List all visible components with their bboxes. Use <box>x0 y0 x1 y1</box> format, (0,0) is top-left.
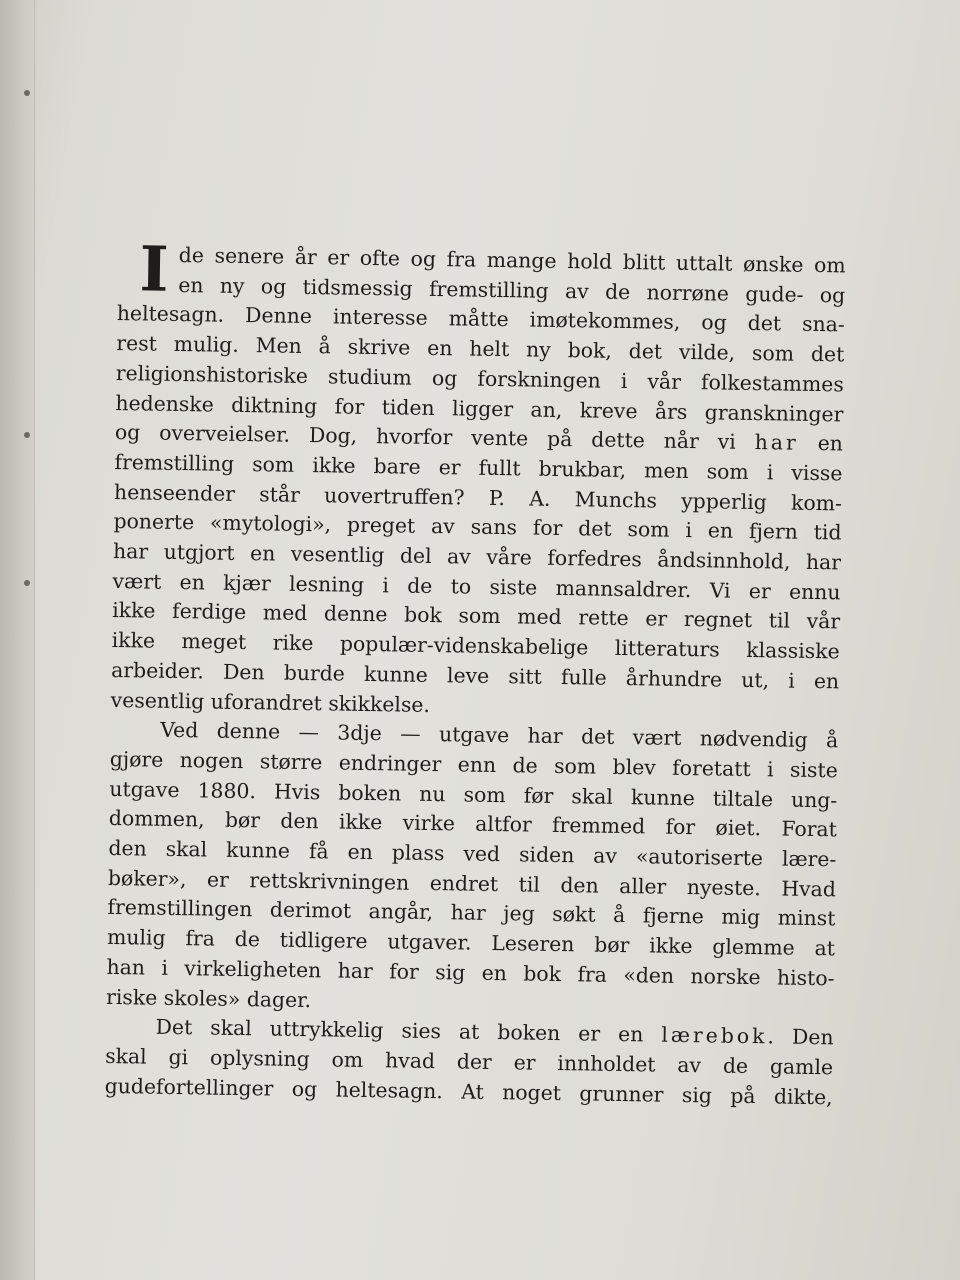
paragraph-1 <box>110 232 846 727</box>
text-line: ikke meget rike populær-videnskabelige litteraturs klassiske <box>111 628 840 664</box>
text-line: han i virkeligheten har for sig en bok fra «den norske histo- <box>106 954 835 991</box>
text-line: fremstilling som ikke bare er fullt brukbar, men som i visse <box>114 449 843 486</box>
text-line: arbeider. Den burde kunne leve sitt fulle århundre ut, i en <box>111 657 840 694</box>
text-line: skal gi oplysning om hvad der er innholdet av de gamle <box>104 1043 834 1080</box>
text-line: vært en kjær lesning i de to siste mannsaldrer. Vi er ennu <box>112 568 841 605</box>
text-line: ponerte «mytologi», preget av sans for det som i en fjern tid <box>113 509 842 545</box>
binding-stitch <box>24 90 30 96</box>
paragraph-3 <box>104 1012 833 1113</box>
text-line: fremstillingen derimot angår, har jeg søkt å fjerne mig minst <box>107 895 836 931</box>
text-line: henseender står uovertruffen? P. A. Munchs ypperlig kom- <box>113 479 843 516</box>
text-line: hedenske diktning for tiden ligger an, kreve års granskninger <box>115 390 844 426</box>
paragraph-2 <box>106 715 839 1023</box>
binding-stitch <box>24 432 30 438</box>
text-line: dommen, bør den ikke virke altfor fremmed for øiet. Forat <box>108 806 838 842</box>
text-line: en ny og tidsmessig fremstilling av de norrøne gude- og <box>178 272 846 308</box>
text-line: den skal kunne få en plass ved siden av «autoriserte lære- <box>108 835 837 872</box>
text-line: vesentlig uforandret skikkelse. <box>110 687 431 717</box>
book-gutter <box>0 0 35 1280</box>
text-segment: en <box>798 430 844 456</box>
text-line: rest mulig. Men å skrive en helt ny bok, det vilde, som det <box>116 331 845 367</box>
text-line: mulig fra de tidligere utgaver. Leseren bør ikke glemme at <box>106 925 836 961</box>
text-line: de senere år er ofte og fra mange hold blitt uttalt ønske om <box>178 242 846 278</box>
text-line: Ved denne — 3dje — utgave har det vært nødvendig å <box>160 717 839 753</box>
text-line: utgave 1880. Hvis boken nu som før skal kunne tiltale ung- <box>109 776 838 813</box>
text-line: riske skoles» dager. <box>105 984 312 1012</box>
binding-stitch <box>24 580 30 586</box>
text-line: har utgjort en vesentlig del av våre forfedres åndsinnhold, har <box>112 538 842 575</box>
text-line: heltesagn. Denne interesse måtte imøtekommes, og det sna- <box>116 301 845 337</box>
emphasized-word: lærebok <box>661 1022 768 1049</box>
text-line: ikke ferdige med denne bok som med rette er regnet til vår <box>111 598 841 634</box>
text-line: gjøre nogen større endringer enn de som blev foretatt i siste <box>109 746 838 783</box>
text-line: bøker», er rettskrivningen endret til den aller nyeste. Hvad <box>107 865 837 902</box>
body-text <box>104 232 846 1113</box>
text-segment: og overveielser. Dog, hvorfor vente på dette når vi <box>114 420 755 455</box>
drop-cap: I <box>138 232 170 306</box>
text-line: religionshistoriske studium og forskningen i vår folkestammes <box>115 360 845 397</box>
text-segment: . Den <box>767 1024 834 1050</box>
emphasized-word: har <box>754 430 799 455</box>
text-segment: Det skal uttrykkelig sies at boken er en <box>155 1014 662 1047</box>
text-line: gudefortellinger og heltesagn. At noget grunner sig på dikte, <box>104 1073 833 1110</box>
